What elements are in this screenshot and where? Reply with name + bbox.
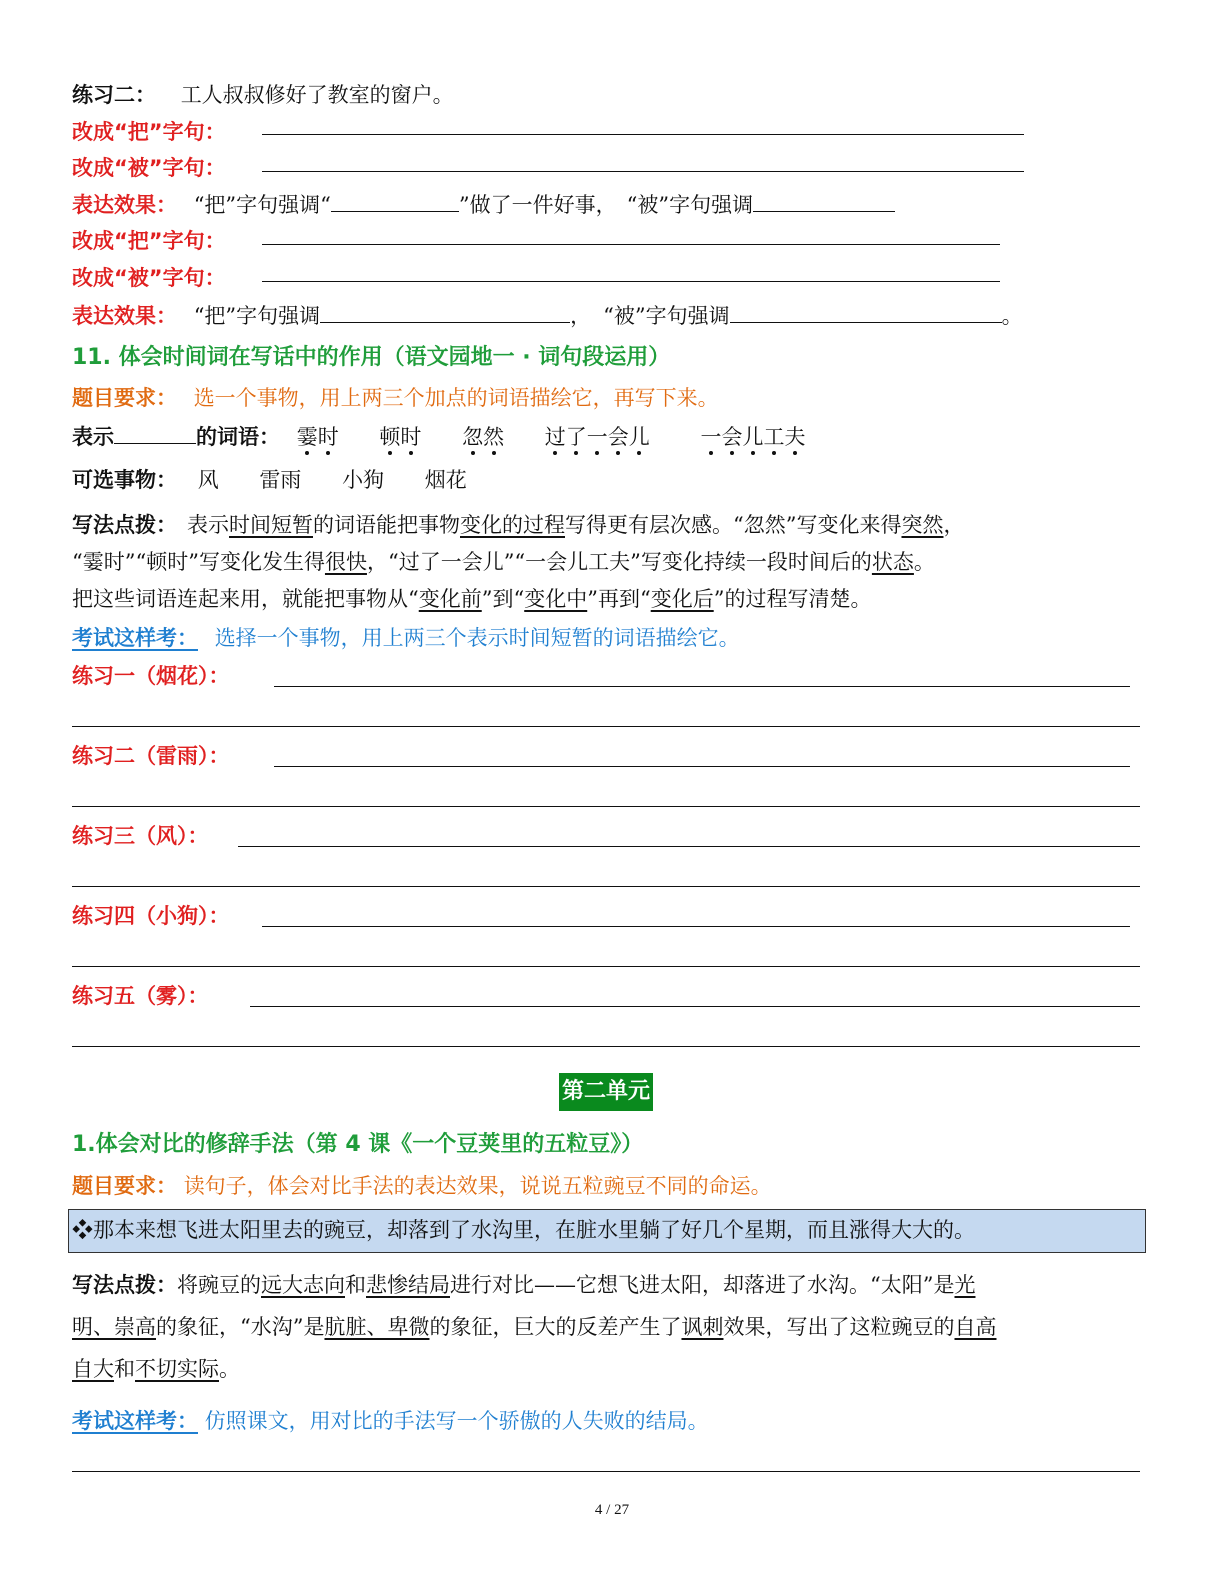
time-word: 霎时 xyxy=(296,425,339,449)
tip-text: 表示 xyxy=(187,513,229,537)
tip-text: 和 xyxy=(345,1273,366,1297)
tip-text: ， xyxy=(943,513,965,537)
tip-text: 的象征，巨大的反差产生了 xyxy=(429,1315,682,1339)
page-number: 4 / 27 xyxy=(594,1502,630,1518)
answer-line[interactable] xyxy=(262,171,1024,172)
time-word: 一会儿工夫 xyxy=(700,425,806,449)
option-item: 小狗 xyxy=(342,468,385,492)
tip-text: ，“过了一会儿”“一会儿工夫”写变化持续一段时间后的 xyxy=(366,550,872,574)
effect-line-1 xyxy=(72,189,895,220)
option-item: 风 xyxy=(197,468,219,492)
tip-text: 远大志向 xyxy=(261,1273,345,1297)
exam-text: 仿照课文，用对比的手法写一个骄傲的人失败的结局。 xyxy=(204,1409,709,1433)
answer-line[interactable] xyxy=(274,686,1130,687)
exercise-label: 练习三（风）： xyxy=(72,824,209,848)
tip-text: 变化的过程 xyxy=(460,513,565,537)
tip-text: 把这些词语连起来用，就能把事物从“ xyxy=(72,587,419,611)
tip-text: 进行对比——它想飞进太阳，却落进了水沟。“太阳”是 xyxy=(450,1273,955,1297)
tip-label: 写法点拨： xyxy=(72,1273,177,1297)
unit-heading: 第二单元 xyxy=(559,1073,653,1111)
requirement-text: 选一个事物，用上两三个加点的词语描绘它，再写下来。 xyxy=(193,386,719,410)
bei-rewrite-line-2 xyxy=(72,263,226,293)
answer-line[interactable] xyxy=(72,966,1140,967)
tip-text: 讽刺 xyxy=(681,1315,724,1339)
effect-label: 表达效果： xyxy=(72,193,177,217)
fill-blank[interactable] xyxy=(320,300,570,323)
time-words-line xyxy=(72,421,805,452)
effect-text: “把”字句强调 xyxy=(193,304,321,328)
ba-label: 改成“把”字句： xyxy=(72,229,226,253)
section1-title: 1.体会对比的修辞手法（第 4 课《一个豆荚里的五粒豆》） xyxy=(72,1132,644,1157)
effect-text: “被”字句强调 xyxy=(626,193,754,217)
tip-text: 悲惨结局 xyxy=(366,1273,450,1297)
options-label: 可选事物： xyxy=(72,468,177,492)
bei-label: 改成“被”字句： xyxy=(72,266,226,290)
fill-blank[interactable] xyxy=(753,189,895,212)
tip-label: 写法点拨： xyxy=(72,513,177,537)
answer-line[interactable] xyxy=(72,726,1140,727)
words-label: 的词语： xyxy=(196,425,280,449)
tip-text: 效果，写出了这粒豌豆的 xyxy=(723,1315,955,1339)
tip-text: 将豌豆的 xyxy=(177,1273,261,1297)
option-item: 雷雨 xyxy=(259,468,302,492)
exam-text: 选择一个事物，用上两三个表示时间短暂的词语描绘它。 xyxy=(214,626,740,650)
tip-text: 变化后 xyxy=(650,587,714,611)
tip-text: 和 xyxy=(114,1357,135,1381)
exam-label: 考试这样考： xyxy=(72,1409,198,1433)
section11-title: 11. 体会时间词在写话中的作用（语文园地一 · 词句段运用） xyxy=(72,345,671,370)
tip-text: 。 xyxy=(219,1357,240,1381)
answer-line[interactable] xyxy=(72,886,1140,887)
ba-rewrite-line-1 xyxy=(72,117,226,147)
effect-text: ”做了一件好事， xyxy=(458,193,617,217)
fill-blank[interactable] xyxy=(114,421,196,444)
practice2-sentence: 工人叔叔修好了教室的窗户。 xyxy=(180,83,454,107)
section1-exam xyxy=(72,1406,709,1436)
answer-line[interactable] xyxy=(262,134,1024,135)
tip-text: 状态 xyxy=(871,550,914,574)
answer-line[interactable] xyxy=(72,1471,1140,1472)
answer-line[interactable] xyxy=(238,846,1140,847)
answer-line[interactable] xyxy=(262,926,1130,927)
tip-text: 不切实际 xyxy=(135,1357,219,1381)
effect-text: 。 xyxy=(1001,304,1023,328)
tip-text: 自高 xyxy=(954,1315,997,1339)
tip-text: 变化中 xyxy=(524,587,588,611)
tip-text: 明、崇高 xyxy=(72,1315,156,1339)
section11-requirement xyxy=(72,383,719,413)
answer-line[interactable] xyxy=(262,281,1000,282)
option-item: 烟花 xyxy=(424,468,467,492)
tip-text: ”的过程写清楚。 xyxy=(713,587,872,611)
effect-text: “被”字句强调 xyxy=(603,304,730,328)
tip-text: 肮脏、卑微 xyxy=(324,1315,430,1339)
exam-label: 考试这样考： xyxy=(72,626,198,650)
tip-text: 时间短暂 xyxy=(229,513,313,537)
ba-rewrite-line-2 xyxy=(72,226,226,256)
effect-text: “把”字句强调“ xyxy=(193,193,331,217)
section11-tip xyxy=(72,507,1142,618)
tip-text: 写得更有层次感。“忽然”写变化来得 xyxy=(565,513,902,537)
words-label: 表示 xyxy=(72,425,114,449)
time-word: 顿时 xyxy=(379,425,422,449)
requirement-text: 读句子，体会对比手法的表达效果，说说五粒豌豆不同的命运。 xyxy=(183,1174,772,1198)
requirement-label: 题目要求： xyxy=(72,386,177,410)
tip-text: 的词语能把事物 xyxy=(313,513,460,537)
tip-text: “霎时”“顿时”写变化发生得 xyxy=(72,550,325,574)
effect-label: 表达效果： xyxy=(72,304,177,328)
time-word: 过了一会儿 xyxy=(544,425,650,449)
section1-tip xyxy=(72,1264,1142,1390)
answer-line[interactable] xyxy=(250,1006,1140,1007)
ba-label: 改成“把”字句： xyxy=(72,120,226,144)
practice2-line xyxy=(72,80,454,110)
answer-line[interactable] xyxy=(274,766,1130,767)
requirement-label: 题目要求： xyxy=(72,1174,177,1198)
exercise-label: 练习四（小狗）： xyxy=(72,904,230,928)
tip-text: 的象征，“水沟”是 xyxy=(156,1315,325,1339)
exercise-label: 练习二（雷雨）： xyxy=(72,744,230,768)
bei-rewrite-line-1 xyxy=(72,153,226,183)
tip-text: 。 xyxy=(913,550,935,574)
tip-text: 自大 xyxy=(72,1357,114,1381)
answer-line[interactable] xyxy=(262,244,1000,245)
exercise-label: 练习五（雾）： xyxy=(72,984,209,1008)
answer-line[interactable] xyxy=(72,806,1140,807)
fill-blank[interactable] xyxy=(730,300,1002,323)
tip-text: 突然 xyxy=(901,513,944,537)
tip-text: 很快 xyxy=(324,550,367,574)
options-line xyxy=(72,465,467,495)
bei-label: 改成“被”字句： xyxy=(72,156,226,180)
answer-line[interactable] xyxy=(72,1046,1140,1047)
tip-text: ”到“ xyxy=(481,587,525,611)
tip-text: 变化前 xyxy=(418,587,482,611)
section1-requirement xyxy=(72,1171,772,1201)
section11-exam xyxy=(72,623,740,653)
fill-blank[interactable] xyxy=(331,189,459,212)
effect-line-2 xyxy=(72,300,1023,331)
tip-text: ”再到“ xyxy=(587,587,651,611)
practice2-label: 练习二： xyxy=(72,83,156,107)
exercise-label: 练习一（烟花）： xyxy=(72,664,230,688)
quote-text: ❖那本来想飞进太阳里去的豌豆，却落到了水沟里，在脏水里躺了好几个星期，而且涨得大大的。 xyxy=(72,1218,975,1242)
effect-text: ， xyxy=(570,304,592,328)
tip-text: 光 xyxy=(954,1273,976,1297)
time-word: 忽然 xyxy=(462,425,505,449)
